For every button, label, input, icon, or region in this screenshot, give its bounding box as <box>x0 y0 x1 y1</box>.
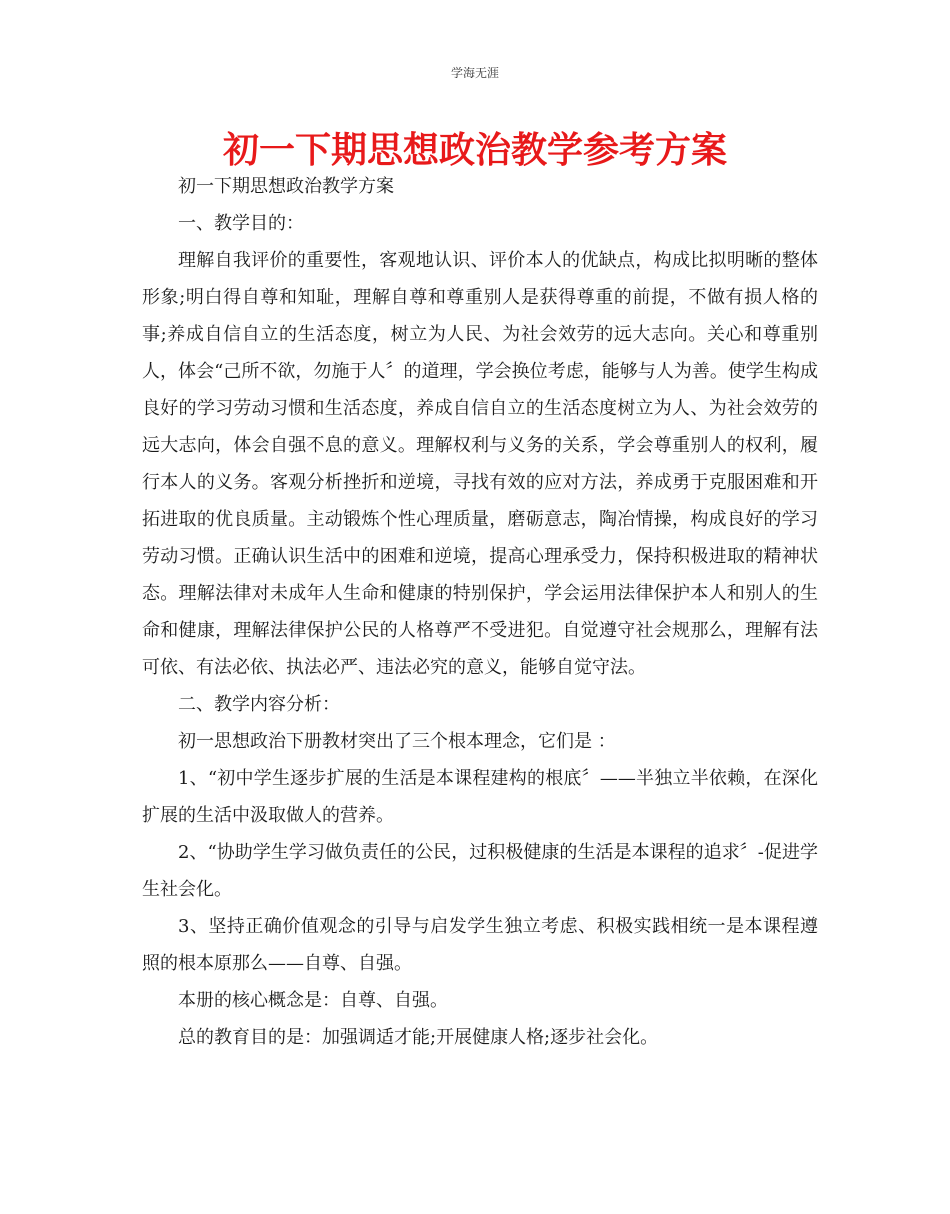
section-heading-objectives: 一、教学目的： <box>178 213 304 234</box>
concept-item-2: 2、“协助学生学习做负责任的公民，过积极健康的生活是本课程的追求〞-促进学生社会化。 <box>142 842 818 900</box>
objectives-paragraph: 理解自我评价的重要性，客观地认识、评价本人的优缺点，构成比拟明晰的整体形象;明白得自尊和知耻，理解自尊和尊重别人是获得尊重的前提，不做有损人格的事;养成自信自立的生活态度，树立为人民、为社会效劳的远大志向。关心和尊重别人，体会“己所不欲，勿施于人〞的道理，学会换位考虑，能够与人为善。使学生构成良好的学习劳动习惯和生活态度，养成自信自立的生活态度树立为人、为社会效劳的远大志向，体会自强不息的意义。理解权利与义务的关系，学会尊重别人的权利，履行本人的义务。客观分析挫折和逆境，寻找有效的应对方法，养成勇于克服困难和开拓进取的优良质量。主动锻炼个性心理质量，磨砺意志，陶冶情操，构成良好的学习劳动习惯。正确认识生活中的困难和逆境，提高心理承受力，保持积极进取的精神状态。理解法律对未成年人生命和健康的特别保护，学会运用法律保护本人和别人的生命和健康，理解法律保护公民的人格尊严不受进犯。自觉遵守社会规那么，理解有法可依、有法必依、执法必严、违法必究的意义，能够自觉守法。 <box>142 250 818 678</box>
document-title: 初一下期思想政治教学参考方案 <box>222 130 727 171</box>
content-intro-paragraph: 初一思想政治下册教材突出了三个根本理念，它们是 ： <box>178 731 616 752</box>
section-heading-content-analysis: 二、教学内容分析： <box>178 694 340 715</box>
concept-item-1: 1、“初中学生逐步扩展的生活是本课程建构的根底〞——半独立半依赖，在深化扩展的生活中汲取做人的营养。 <box>142 768 818 826</box>
core-concept-paragraph: 本册的核心概念是：自尊、自强。 <box>178 990 448 1011</box>
document-body <box>142 168 818 1056</box>
subtitle-paragraph: 初一下期思想政治教学方案 <box>178 176 394 197</box>
education-goal-paragraph: 总的教育目的是：加强调适才能;开展健康人格;逐步社会化。 <box>178 1027 659 1048</box>
concept-item-3: 3、坚持正确价值观念的引导与启发学生独立考虑、积极实践相统一是本课程遵照的根本原那么——自尊、自强。 <box>142 916 818 974</box>
page-header: 学海无涯 <box>450 66 499 80</box>
